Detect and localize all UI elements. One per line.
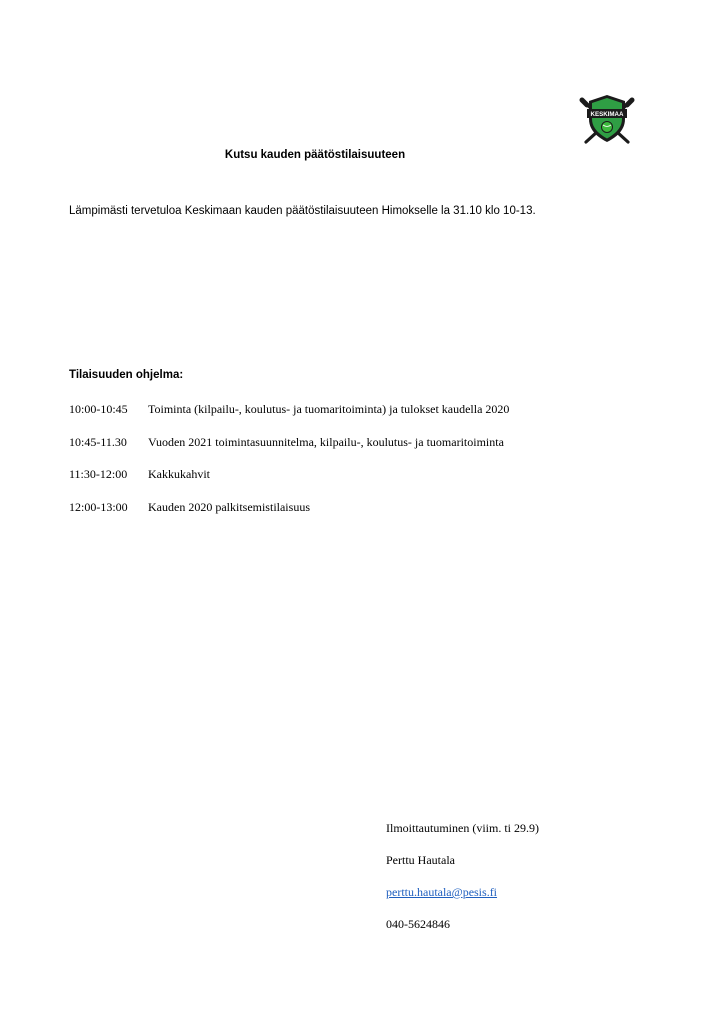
contact-block <box>386 820 539 948</box>
contact-phone: 040-5624846 <box>386 917 450 931</box>
registration-deadline: Ilmoittautuminen (viim. ti 29.9) <box>386 821 539 835</box>
program-item-text: Vuoden 2021 toimintasuunnitelma, kilpailu-, koulutus- ja tuomaritoiminta <box>148 434 504 449</box>
keskimaa-logo <box>578 92 636 148</box>
logo-text: KESKIMAA <box>590 111 624 118</box>
document-title: Kutsu kauden päätöstilaisuuteen <box>224 149 406 161</box>
contact-name: Perttu Hautala <box>386 853 455 867</box>
program-item <box>69 466 509 482</box>
program-item-time: 10:00-10:45 <box>69 402 128 416</box>
program-heading: Tilaisuuden ohjelma: <box>69 369 184 381</box>
program-item-text: Toiminta (kilpailu-, koulutus- ja tuomaritoiminta) ja tulokset kaudella 2020 <box>148 402 510 416</box>
program-item-text: Kauden 2020 palkitsemistilaisuus <box>148 499 310 514</box>
contact-email-link[interactable]: perttu.hautala@pesis.fi <box>386 885 498 899</box>
program-item <box>69 401 509 417</box>
ball-icon <box>602 122 613 133</box>
program-item-time: 12:00-13:00 <box>69 499 128 514</box>
program-item-time: 10:45-11.30 <box>69 434 127 449</box>
program-list <box>69 401 509 531</box>
program-item-text: Kakkukahvit <box>148 467 210 481</box>
contact-email-line <box>386 884 539 900</box>
intro-paragraph: Lämpimästi tervetuloa Keskimaan kauden päätöstilaisuuteen Himokselle la 31.10 klo 10-13. <box>69 205 536 217</box>
program-item <box>69 434 509 450</box>
program-item-time: 11:30-12:00 <box>69 467 128 481</box>
program-item <box>69 499 509 515</box>
